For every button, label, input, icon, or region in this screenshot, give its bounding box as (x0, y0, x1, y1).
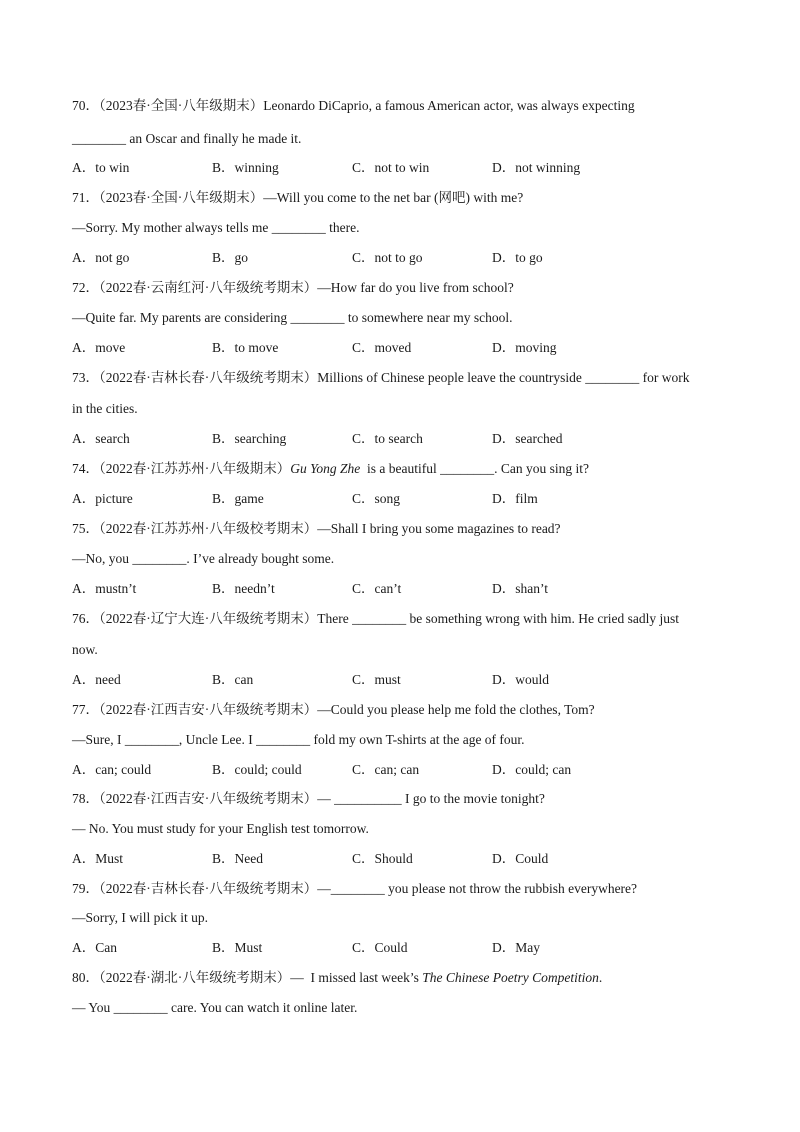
question-79-reply: —Sorry, I will pick it up. (72, 910, 208, 925)
question-76-stem-cont: now. (72, 642, 98, 657)
q78-option-a[interactable]: A．Must (72, 851, 124, 866)
q72-option-d[interactable]: D．moving (492, 340, 557, 355)
q80-period: . (598, 970, 603, 985)
q72-option-a[interactable]: A．move (72, 340, 126, 355)
q77-option-c[interactable]: C．can; can (352, 762, 420, 777)
q79-option-c[interactable]: C．Could (352, 940, 408, 955)
question-70-stem-cont: ________ an Oscar and finally he made it. (72, 131, 302, 146)
q79-option-a[interactable]: A．Can (72, 940, 117, 955)
q76-option-c[interactable]: C．must (352, 672, 401, 687)
question-71-stem: 71．（2023春·全国·八年级期末）—Will you come to the net bar (网吧) with me? (72, 190, 524, 205)
q71-option-b[interactable]: B．go (212, 250, 249, 265)
q80-program-title: The Chinese Poetry Competition (422, 970, 599, 985)
question-74-stem (72, 460, 740, 478)
q70-option-d[interactable]: D．not winning (492, 160, 581, 175)
q79-option-d[interactable]: D．May (492, 940, 540, 955)
q75-option-d[interactable]: D．shan’t (492, 581, 548, 596)
q74-option-d[interactable]: D．film (492, 491, 538, 506)
question-77-reply: —Sure, I ________, Uncle Lee. I ________ fold my own T-shirts at the age of four. (72, 732, 525, 747)
q79-option-b[interactable]: B．Must (212, 940, 263, 955)
question-77-stem: 77．（2022春·江西吉安·八年级统考期末）—Could you please help me fold the clothes, Tom? (72, 702, 595, 717)
q74-song-title: Gu Yong Zhe (290, 461, 361, 476)
q75-option-c[interactable]: C．can’t (352, 581, 402, 596)
q78-option-d[interactable]: D．Could (492, 851, 549, 866)
q78-option-b[interactable]: B．Need (212, 851, 263, 866)
question-75-stem: 75．（2022春·江苏苏州·八年级校考期末）—Shall I bring you some magazines to read? (72, 521, 561, 536)
question-78-reply: — No. You must study for your English test tomorrow. (72, 821, 369, 836)
q77-option-a[interactable]: A．can; could (72, 762, 152, 777)
q72-option-c[interactable]: C．moved (352, 340, 412, 355)
q73-option-c[interactable]: C．to search (352, 431, 423, 446)
question-80-reply: — You ________ care. You can watch it online later. (72, 1000, 358, 1015)
q70-option-b[interactable]: B．winning (212, 160, 279, 175)
question-71-reply: —Sorry. My mother always tells me ________ there. (72, 220, 360, 235)
q80-source: 80．（2022春·湖北·八年级统考期末）— I missed last week’s (72, 970, 423, 985)
q78-option-c[interactable]: C．Should (352, 851, 413, 866)
question-79-stem: 79．（2022春·吉林长春·八年级统考期末）—________ you please not throw the rubbish everywhere? (72, 881, 638, 896)
q77-option-b[interactable]: B．could; could (212, 762, 302, 777)
q76-option-d[interactable]: D．would (492, 672, 549, 687)
q73-option-d[interactable]: D．searched (492, 431, 563, 446)
q74-option-b[interactable]: B．game (212, 491, 264, 506)
question-75-reply: —No, you ________. I’ve already bought some. (72, 551, 335, 566)
question-80-stem (72, 969, 740, 987)
question-72-reply: —Quite far. My parents are considering ________ to somewhere near my school. (72, 310, 513, 325)
q74-text: is a beautiful ________. Can you sing it? (360, 461, 590, 476)
q71-option-a[interactable]: A．not go (72, 250, 130, 265)
q77-option-d[interactable]: D．could; can (492, 762, 572, 777)
q72-option-b[interactable]: B．to move (212, 340, 279, 355)
q71-option-c[interactable]: C．not to go (352, 250, 423, 265)
question-70-stem: 70．（2023春·全国·八年级期末）Leonardo DiCaprio, a famous American actor, was always expecting (72, 98, 635, 113)
q76-option-a[interactable]: A．need (72, 672, 121, 687)
q75-option-b[interactable]: B．needn’t (212, 581, 275, 596)
question-73-stem-cont: in the cities. (72, 401, 138, 416)
q71-option-d[interactable]: D．to go (492, 250, 543, 265)
q70-option-c[interactable]: C．not to win (352, 160, 430, 175)
question-76-stem: 76．（2022春·辽宁大连·八年级统考期末）There ________ be something wrong with him. He cried sadly just (72, 611, 680, 626)
question-78-stem: 78．（2022春·江西吉安·八年级统考期末）— __________ I go to the movie tonight? (72, 791, 545, 806)
q73-option-b[interactable]: B．searching (212, 431, 287, 446)
q70-option-a[interactable]: A．to win (72, 160, 130, 175)
question-72-stem: 72．（2022春·云南红河·八年级统考期末）—How far do you live from school? (72, 280, 514, 295)
q74-source: 74．（2022春·江苏苏州·八年级期末） (72, 461, 291, 476)
q74-option-c[interactable]: C．song (352, 491, 401, 506)
q75-option-a[interactable]: A．mustn’t (72, 581, 137, 596)
question-73-stem: 73．（2022春·吉林长春·八年级统考期末）Millions of Chinese people leave the countryside ________ for work (72, 370, 690, 385)
q76-option-b[interactable]: B．can (212, 672, 254, 687)
q73-option-a[interactable]: A．search (72, 431, 130, 446)
q74-option-a[interactable]: A．picture (72, 491, 133, 506)
